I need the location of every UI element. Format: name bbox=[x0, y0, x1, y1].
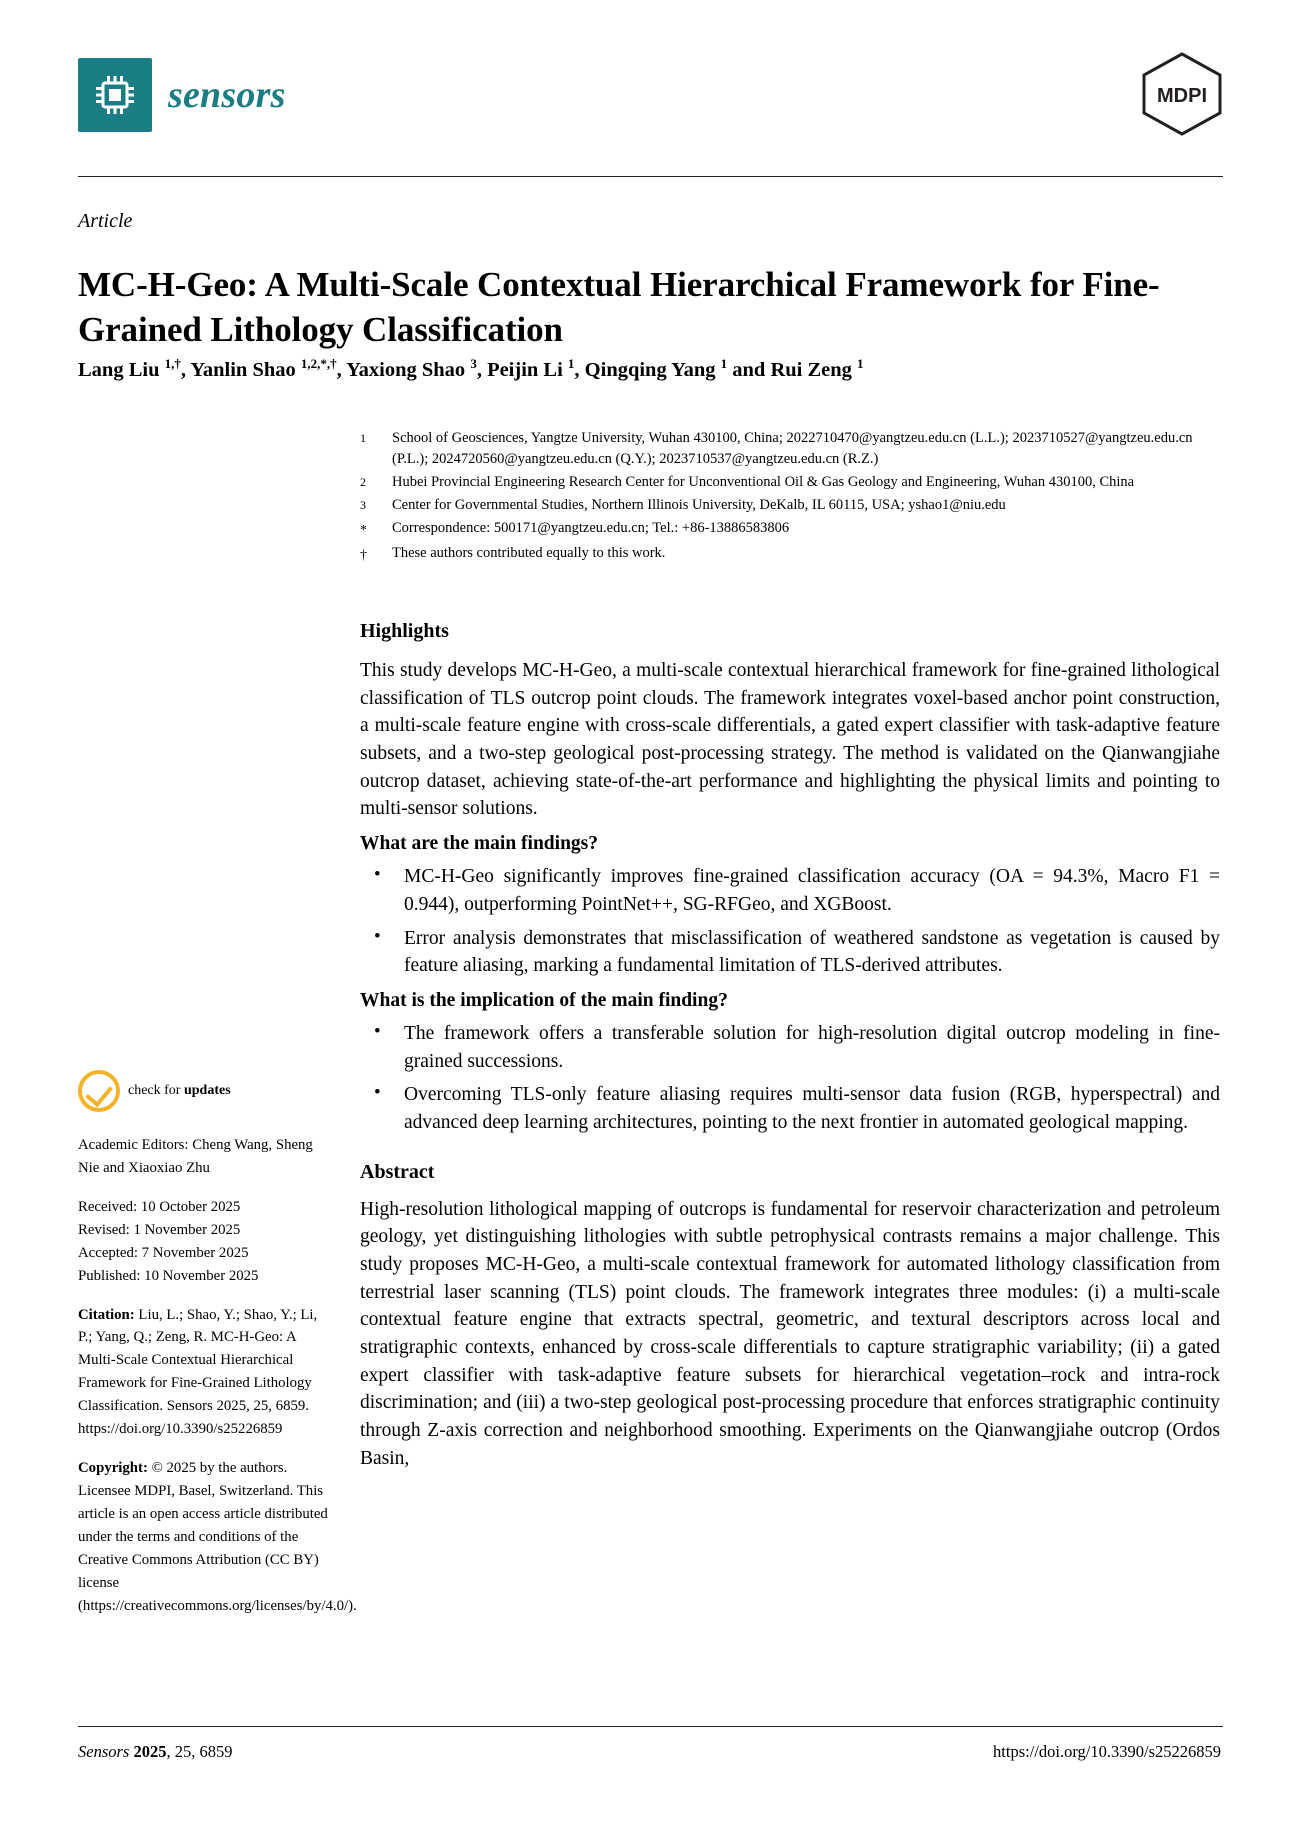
highlights-heading: Highlights bbox=[360, 620, 449, 642]
footer-citation bbox=[78, 1742, 232, 1762]
main-findings-heading: What are the main findings? bbox=[360, 833, 598, 855]
svg-text:MDPI: MDPI bbox=[1157, 85, 1207, 107]
affiliation-text: Hubei Provincial Engineering Research Center for Unconventional Oil & Gas Geology and Engineering, Wuhan 430100, China bbox=[392, 474, 1135, 491]
received-date: Received: 10 October 2025 bbox=[78, 1198, 241, 1215]
footer-doi[interactable]: https://doi.org/10.3390/s25226859 bbox=[993, 1742, 1221, 1761]
crossmark-line1: check for bbox=[128, 1082, 181, 1098]
revised-date: Revised: 1 November 2025 bbox=[78, 1221, 241, 1238]
highlights-intro: This study develops MC-H-Geo, a multi-scale contextual hierarchical framework for fine-grained lithological classification of TLS outcrop point clouds. The framework integrates voxel-based anchor point construction, a multi-scale feature engine with cross-scale differentials, a gated expert classifier with task-adaptive feature subsets, and a two-step geological post-processing strategy. The method is validated on the Qianwangjiahe outcrop dataset, achieving state-of-the-art performance and highlighting the physical limits and pointing to multi-sensor solutions. bbox=[360, 660, 1220, 820]
journal-logo bbox=[78, 58, 286, 132]
page-title: MC-H-Geo: A Multi-Scale Contextual Hierarchical Framework for Fine-Grained Lithology Classification bbox=[78, 265, 1160, 350]
footer-year: 2025 bbox=[133, 1742, 167, 1761]
affiliation-marker: 1 bbox=[360, 431, 366, 445]
implication-list bbox=[360, 1020, 1220, 1137]
footer-rest: , 25, 6859 bbox=[166, 1742, 233, 1761]
abstract-heading: Abstract bbox=[360, 1160, 435, 1183]
publication-dates bbox=[78, 1196, 328, 1288]
correspondence-marker: * bbox=[360, 523, 367, 539]
academic-editors bbox=[78, 1134, 328, 1180]
main-content bbox=[360, 620, 1220, 1483]
header-divider bbox=[78, 176, 1223, 177]
equal-contribution-text: These authors contributed equally to this work. bbox=[392, 545, 666, 562]
accepted-date: Accepted: 7 November 2025 bbox=[78, 1244, 249, 1261]
copyright-text: © 2025 by the authors. Licensee MDPI, Basel, Switzerland. This article is an open access article distributed under the terms and conditions of the Creative Commons Attribution (CC BY) license (https://creativecommons.org/licenses/by/4.0/). bbox=[78, 1460, 357, 1614]
author-list-text: Lang Liu $^{1,\dagger}$, Yanlin Shao $^{1,2,*,\dagger}$, Yaxiong Shao $^3$, Peijin Li $^1$, Qingqing Yang $^1$ and Rui Zeng $^1$ bbox=[78, 356, 864, 381]
list-item: • Error analysis demonstrates that misclassification of weathered sandstone as vegetation is caused by feature aliasing, marking a fundamental limitation of TLS-derived attributes. bbox=[360, 925, 1220, 980]
citation-text: Liu, L.; Shao, Y.; Shao, Y.; Li, P.; Yang, Q.; Zeng, R. MC-H-Geo: A Multi-Scale Contextual Hierarchical Framework for Fine-Grained Lithology Classification. Sensors 2025, 25, 6859. https://doi.org/10.3390/s25226859 bbox=[78, 1306, 318, 1438]
academic-editors-text: Academic Editors: Cheng Wang, Sheng Nie and Xiaoxiao Zhu bbox=[78, 1137, 313, 1176]
crossmark-badge[interactable] bbox=[78, 1070, 328, 1112]
list-item: • MC-H-Geo significantly improves fine-grained classification accuracy (OA = 94.3%, Macro F1 = 0.944), outperforming PointNet++, SG-RFGeo, and XGBoost. bbox=[360, 863, 1220, 918]
correspondence-text: Correspondence: 500171@yangtzeu.edu.cn; Tel.: +86-13886583806 bbox=[392, 520, 790, 537]
affiliation-row bbox=[360, 428, 1220, 470]
equal-contribution-marker: † bbox=[360, 548, 367, 564]
affiliation-row bbox=[360, 543, 1220, 566]
sensor-chip-icon bbox=[78, 58, 152, 132]
affiliation-marker: 3 bbox=[360, 498, 366, 513]
footer-divider bbox=[78, 1726, 1223, 1727]
main-findings-list bbox=[360, 863, 1220, 980]
page-header bbox=[78, 58, 1223, 146]
affiliation-marker: 2 bbox=[360, 475, 366, 490]
abstract-text: High-resolution lithological mapping of outcrops is fundamental for reservoir characterization and petroleum geology, yet distinguishing lithologies with subtle petrophysical contrasts remains a major challenge. This study proposes MC-H-Geo, a multi-scale contextual framework for automated lithology classification from terrestrial laser scanning (TLS) point clouds. The framework integrates three modules: (i) a multi-scale contextual feature engine that extracts spectral, geometric, and textural descriptors across local and stratigraphic contexts, enhanced by cross-scale differentials to capture stratigraphic variability; (ii) a gated expert classifier with task-adaptive feature subsets for hierarchical vegetation–rock and intra-rock discrimination; and (iii) a two-step geological post-processing procedure that enforces stratigraphic continuity through Z-axis correction and neighborhood smoothing. Experiments on the Qianwangjiahe outcrop (Ordos Basin, bbox=[360, 1198, 1220, 1469]
affiliation-row bbox=[360, 518, 1220, 541]
journal-title: sensors bbox=[168, 74, 286, 116]
implication-heading: What is the implication of the main finding? bbox=[360, 989, 728, 1011]
copyright-block bbox=[78, 1457, 357, 1617]
affiliation-text: School of Geosciences, Yangtze University, Wuhan 430100, China; 2022710470@yangtzeu.edu.cn (L.L.); 2023710527@yangtzeu.edu.cn (P.L.); 2024720560@yangtzeu.edu.cn (Q.Y.); 2023710537@yangtzeu.edu.cn (R.Z.) bbox=[392, 430, 1193, 468]
citation-label: Citation: bbox=[78, 1306, 135, 1323]
copyright-label: Copyright: bbox=[78, 1460, 148, 1477]
checkmark-icon bbox=[78, 1070, 120, 1112]
sidebar-metadata bbox=[78, 1070, 357, 1634]
affiliation-text: Center for Governmental Studies, Northern Illinois University, DeKalb, IL 60115, USA; yshao1@niu.edu bbox=[392, 497, 1006, 514]
article-type: Article bbox=[78, 210, 133, 232]
author-list bbox=[78, 355, 1218, 385]
crossmark-label bbox=[128, 1083, 231, 1099]
list-item: • Overcoming TLS-only feature aliasing requires multi-sensor data fusion (RGB, hyperspectral) and advanced deep learning architectures, pointing to the next frontier in automated geological mapping. bbox=[360, 1081, 1220, 1136]
affiliation-row bbox=[360, 495, 1220, 516]
mdpi-logo bbox=[1141, 52, 1223, 136]
list-item: • The framework offers a transferable solution for high-resolution digital outcrop modeling in fine-grained successions. bbox=[360, 1020, 1220, 1075]
affiliation-row bbox=[360, 472, 1220, 493]
crossmark-line2: updates bbox=[183, 1082, 231, 1098]
citation-block bbox=[78, 1304, 328, 1442]
published-date: Published: 10 November 2025 bbox=[78, 1267, 259, 1284]
footer-journal: Sensors bbox=[78, 1742, 130, 1761]
affiliations bbox=[360, 428, 1220, 569]
